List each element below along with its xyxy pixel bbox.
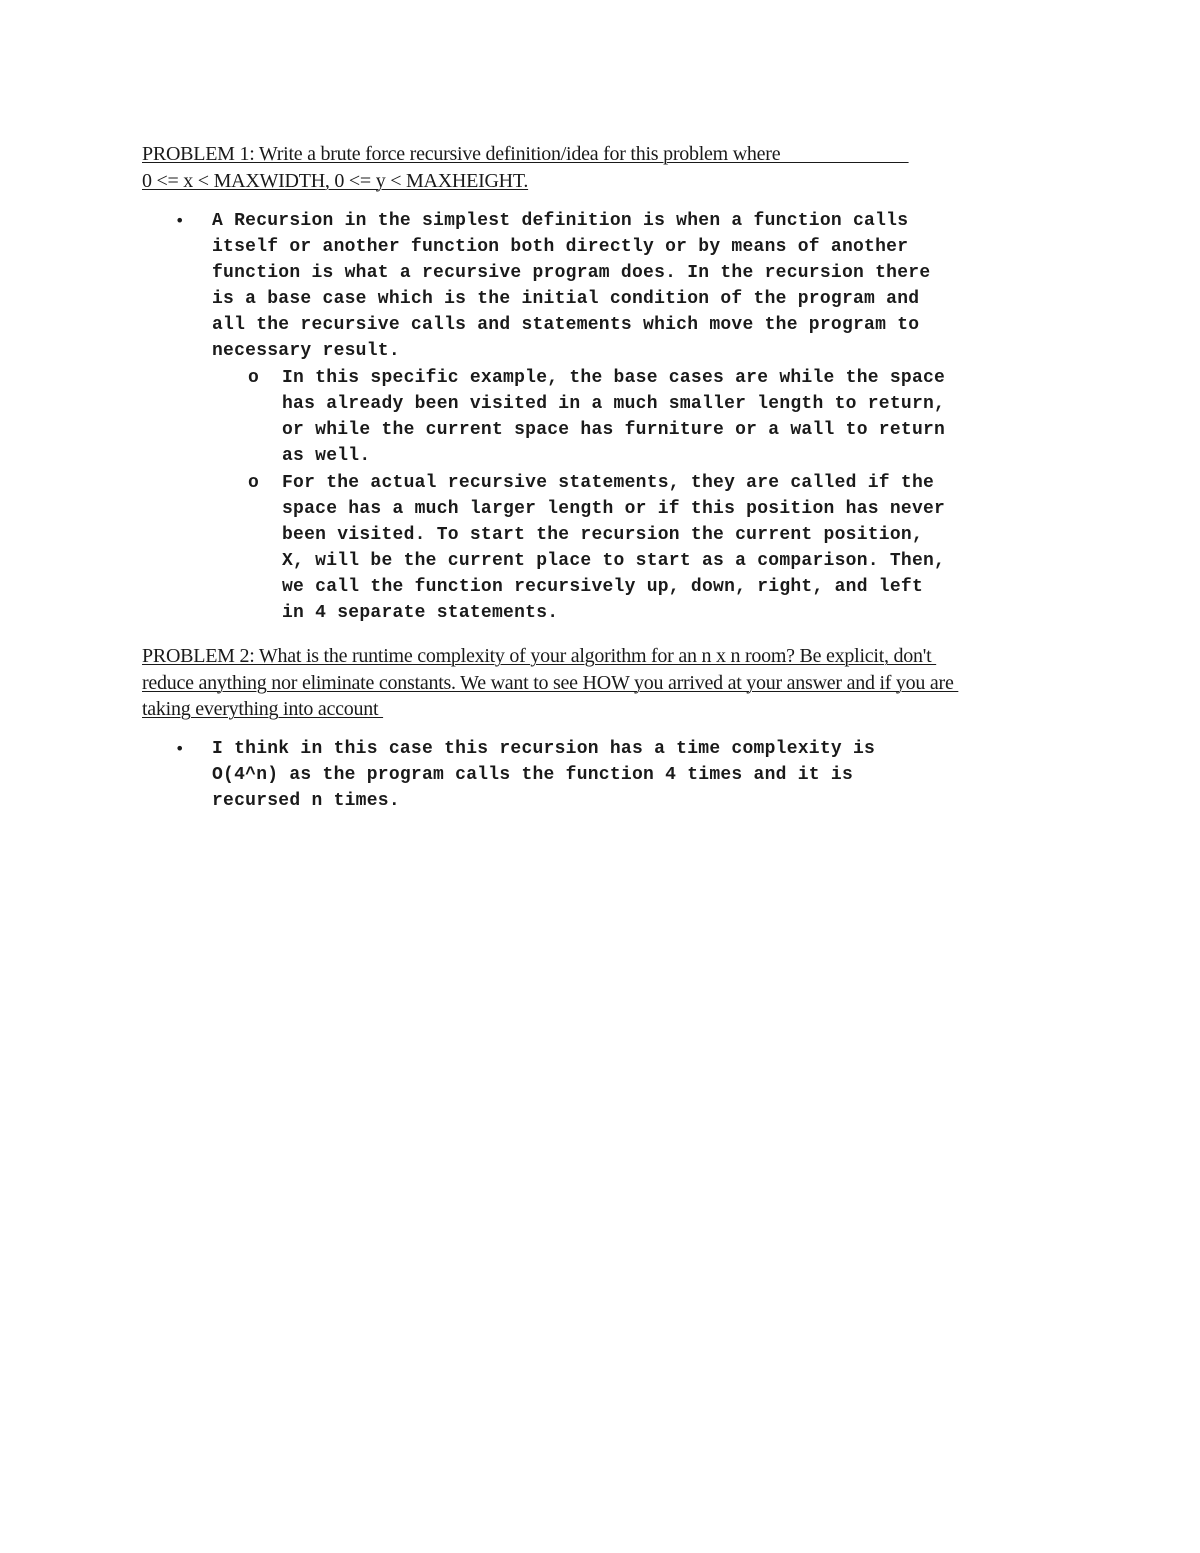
answer-1-line: necessary result.: [212, 341, 400, 362]
problem-1-line-1: PROBLEM 1: Write a brute force recursive definition/idea for this problem where: [142, 143, 909, 165]
problem-2-prompt: [142, 643, 1054, 723]
answer-1-text: [212, 208, 930, 365]
answer-2-line: recursed n times.: [212, 791, 400, 812]
sub-item-line: in 4 separate statements.: [282, 603, 559, 624]
sub-item-line: has already been visited in a much smaller length to return,: [282, 394, 946, 415]
problem-2-line-1: PROBLEM 2: What is the runtime complexity of your algorithm for an n x n room? Be explicit, don't: [142, 645, 937, 667]
sub-item-line: For the actual recursive statements, they are called if the: [282, 473, 935, 493]
sub-item-line: X, will be the current place to start as a comparison. Then,: [282, 551, 946, 572]
sub-bullet-marker: o: [248, 473, 259, 493]
answer-1-line: itself or another function both directly or by means of another: [212, 237, 909, 258]
answer-1-line: A Recursion in the simplest definition is when a function calls: [212, 211, 909, 231]
sub-item-line: space has a much larger length or if this position has never: [282, 499, 946, 520]
bullet-icon: •: [175, 211, 185, 230]
answer-1-line: is a base case which is the initial condition of the program and: [212, 289, 920, 310]
problem-1-line-2: 0 <= x < MAXWIDTH, 0 <= y < MAXHEIGHT.: [142, 169, 529, 192]
sub-item-line: or while the current space has furniture or a wall to return: [282, 420, 946, 441]
answer-2-text: [212, 736, 875, 814]
answer-1-line: function is what a recursive program does. In the recursion there: [212, 263, 931, 284]
sub-item-line: In this specific example, the base cases are while the space: [282, 368, 946, 388]
answer-1-line: all the recursive calls and statements which move the program to: [212, 315, 920, 336]
bullet-icon: •: [175, 739, 185, 758]
sub-item-line: been visited. To start the recursion the current position,: [282, 525, 924, 546]
answer-2-line: O(4^n) as the program calls the function 4 times and it is: [212, 765, 854, 786]
answer-2-line: I think in this case this recursion has a time complexity is: [212, 739, 876, 759]
sub-bullet-marker: o: [248, 368, 259, 388]
problem-1-prompt: [142, 141, 1054, 194]
answer-1-sub-item-base-cases: [282, 365, 945, 469]
problem-2-line-3: taking everything into account: [142, 698, 384, 720]
answer-1-sub-item-recursive-statements: [282, 470, 945, 627]
sub-item-line: we call the function recursively up, down, right, and left: [282, 577, 924, 598]
problem-2-line-2: reduce anything nor eliminate constants. We want to see HOW you arrived at your answer and if you are: [142, 671, 959, 694]
sub-item-line: as well.: [282, 446, 371, 467]
